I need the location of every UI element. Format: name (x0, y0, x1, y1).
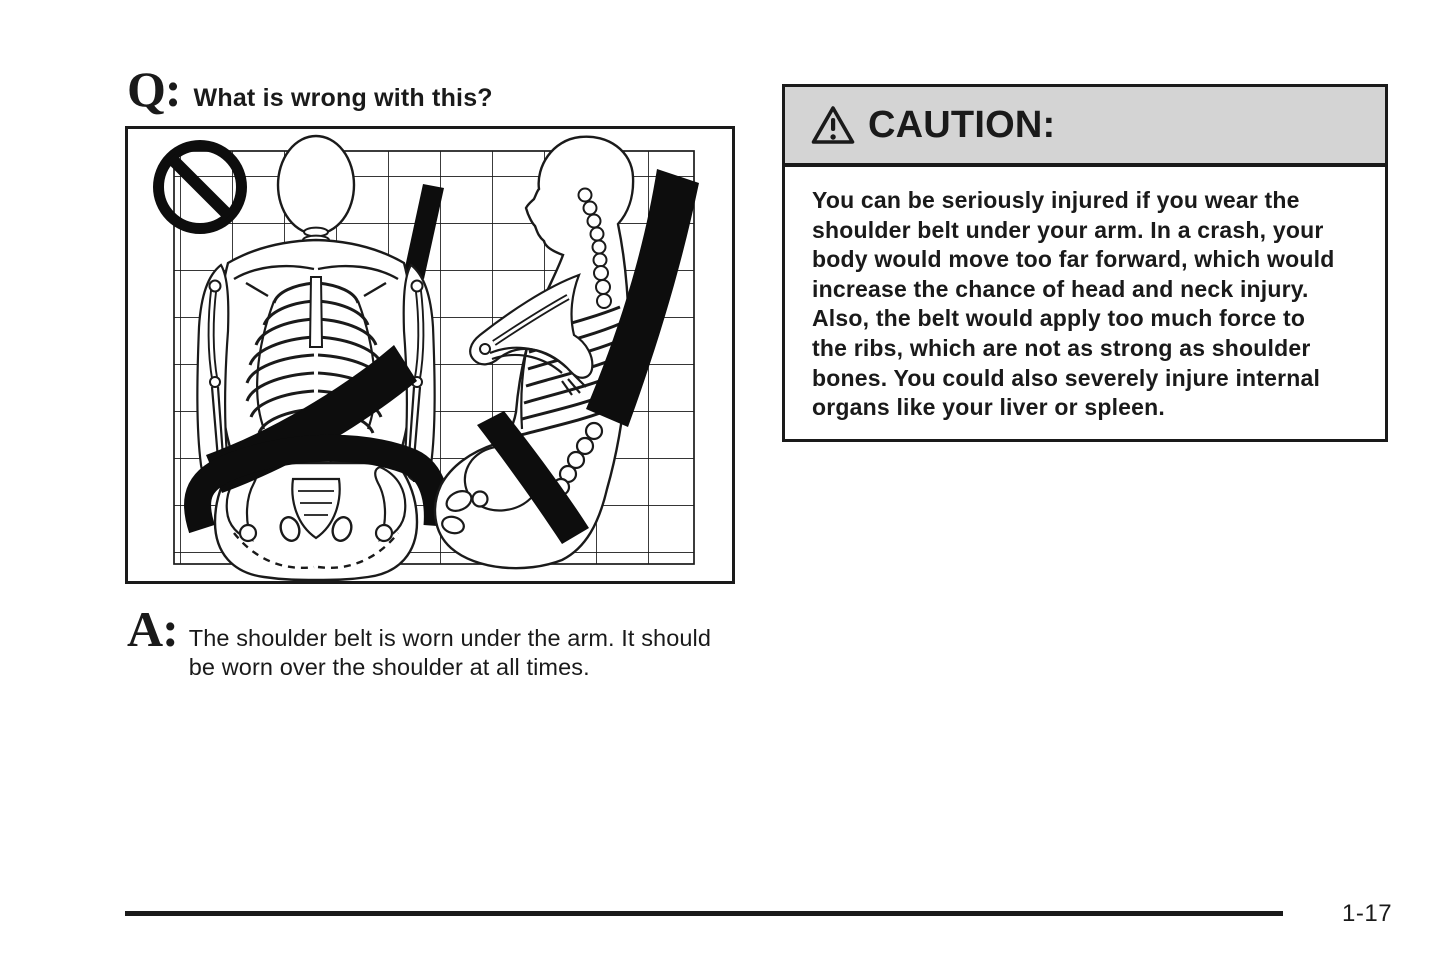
caution-line: increase the chance of head and neck injury. (812, 275, 1309, 302)
answer-text (189, 624, 711, 681)
question-heading (127, 61, 493, 117)
caution-title: CAUTION: (868, 103, 1056, 146)
answer-line: be worn over the shoulder at all times. (188, 653, 590, 680)
answer-line: The shoulder belt is worn under the arm. It should (188, 625, 712, 651)
answer-block (127, 601, 712, 681)
seatbelt-illustration (128, 129, 732, 581)
caution-line: bones. You could also severely injure internal (812, 364, 1321, 391)
question-prefix: Q: (127, 61, 181, 117)
caution-line: shoulder belt under your arm. In a crash, your (812, 216, 1324, 243)
caution-box (782, 84, 1388, 442)
caution-line: body would move too far forward, which would (812, 246, 1335, 273)
caution-line: Also, the belt would apply too much force to (812, 305, 1306, 332)
footer-divider (125, 911, 1283, 916)
caution-line: the ribs, which are not as strong as shoulder (812, 334, 1311, 361)
caution-header (785, 87, 1385, 167)
page-number: 1-17 (1342, 900, 1393, 927)
caution-line: organs like your liver or spleen. (812, 394, 1166, 421)
caution-body (785, 167, 1385, 423)
caution-line: You can be seriously injured if you wear the (812, 187, 1300, 213)
warning-triangle-icon (811, 105, 855, 145)
answer-prefix: A: (127, 601, 178, 657)
question-text: What is wrong with this? (193, 84, 493, 112)
illustration-frame (125, 126, 735, 584)
